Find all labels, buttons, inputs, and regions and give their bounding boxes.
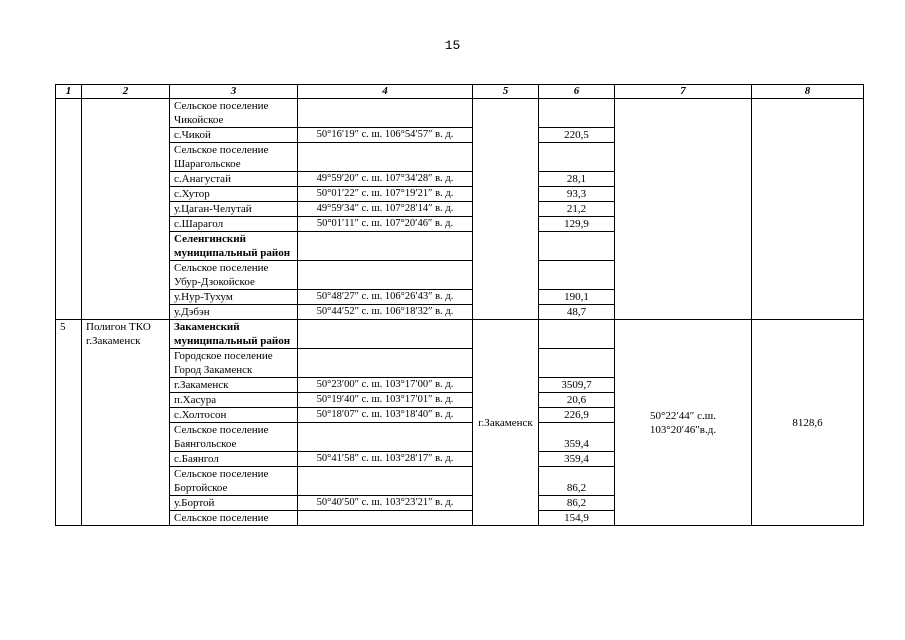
settlement-coord-cell: 50°48′27″ с. ш. 106°26′43″ в. д. <box>298 290 473 305</box>
settlement-coord-cell <box>298 467 473 496</box>
settlement-name-cell: с.Анагустай <box>170 172 298 187</box>
settlement-name-cell: Сельское поселение Баянгольское <box>170 423 298 452</box>
row-number-cell <box>56 99 82 320</box>
settlement-name-cell: Закаменский муниципальный район <box>170 320 298 349</box>
settlement-value-cell: 190,1 <box>539 290 615 305</box>
settlement-name-cell: Сельское поселение <box>170 511 298 526</box>
settlement-name-cell: с.Хутор <box>170 187 298 202</box>
header-cell: 3 <box>170 85 298 99</box>
settlement-coord-cell: 49°59′20″ с. ш. 107°34′28″ в. д. <box>298 172 473 187</box>
object-coords-cell <box>615 99 752 320</box>
settlement-value-cell: 21,2 <box>539 202 615 217</box>
settlement-value-cell: 359,4 <box>539 423 615 452</box>
settlement-coord-cell: 50°41′58″ с. ш. 103°28′17″ в. д. <box>298 452 473 467</box>
settlement-value-cell: 359,4 <box>539 452 615 467</box>
location-cell <box>473 99 539 320</box>
settlement-name-cell: Сельское поселение Шарагольское <box>170 143 298 172</box>
settlement-value-cell: 86,2 <box>539 467 615 496</box>
settlement-name-cell: с.Холтосон <box>170 408 298 423</box>
settlement-name-cell: с.Шарагол <box>170 217 298 232</box>
settlement-name-cell: Селенгинский муниципальный район <box>170 232 298 261</box>
settlement-name-cell: г.Закаменск <box>170 378 298 393</box>
settlement-value-cell <box>539 99 615 128</box>
settlement-name-cell: с.Баянгол <box>170 452 298 467</box>
settlement-value-cell: 48,7 <box>539 305 615 320</box>
settlement-value-cell <box>539 349 615 378</box>
location-cell: г.Закаменск <box>473 320 539 526</box>
settlement-coord-cell <box>298 511 473 526</box>
object-coords-cell: 50°22′44″ с.ш. 103°20′46″в.д. <box>615 320 752 526</box>
header-cell: 6 <box>539 85 615 99</box>
settlement-name-cell: у.Дэбэн <box>170 305 298 320</box>
settlement-coord-cell <box>298 261 473 290</box>
settlement-coord-cell: 50°40′50″ с. ш. 103°23′21″ в. д. <box>298 496 473 511</box>
header-cell: 5 <box>473 85 539 99</box>
settlement-value-cell <box>539 261 615 290</box>
row-number-cell: 5 <box>56 320 82 526</box>
settlement-value-cell: 20,6 <box>539 393 615 408</box>
settlement-value-cell: 154,9 <box>539 511 615 526</box>
settlement-value-cell: 28,1 <box>539 172 615 187</box>
settlement-value-cell <box>539 232 615 261</box>
settlement-coord-cell <box>298 349 473 378</box>
settlement-coord-cell <box>298 143 473 172</box>
settlement-name-cell: у.Цаган-Челутай <box>170 202 298 217</box>
settlement-coord-cell: 50°44′52″ с. ш. 106°18′32″ в. д. <box>298 305 473 320</box>
header-cell: 8 <box>752 85 864 99</box>
settlement-value-cell: 3509,7 <box>539 378 615 393</box>
settlement-value-cell <box>539 320 615 349</box>
settlement-coord-cell <box>298 232 473 261</box>
settlement-name-cell: у.Нур-Тухум <box>170 290 298 305</box>
table-row <box>56 320 864 349</box>
capacity-cell <box>752 99 864 320</box>
settlement-coord-cell: 50°16′19″ с. ш. 106°54′57″ в. д. <box>298 128 473 143</box>
table-row <box>56 99 864 128</box>
settlement-value-cell: 226,9 <box>539 408 615 423</box>
settlement-coord-cell: 50°18′07″ с. ш. 103°18′40″ в. д. <box>298 408 473 423</box>
settlement-coord-cell: 50°01′22″ с. ш. 107°19′21″ в. д. <box>298 187 473 202</box>
settlement-name-cell: п.Хасура <box>170 393 298 408</box>
settlement-value-cell: 220,5 <box>539 128 615 143</box>
header-cell: 2 <box>82 85 170 99</box>
settlement-name-cell: у.Бортой <box>170 496 298 511</box>
settlement-value-cell: 86,2 <box>539 496 615 511</box>
settlement-coord-cell <box>298 99 473 128</box>
settlement-coord-cell: 50°19′40″ с. ш. 103°17′01″ в. д. <box>298 393 473 408</box>
settlement-coord-cell: 50°01′11″ с. ш. 107°20′46″ в. д. <box>298 217 473 232</box>
settlement-name-cell: Сельское поселение Убур-Дзокойское <box>170 261 298 290</box>
settlement-name-cell: Сельское поселение Чикойское <box>170 99 298 128</box>
settlement-coord-cell <box>298 320 473 349</box>
header-cell: 7 <box>615 85 752 99</box>
settlement-name-cell: Городское поселение Город Закаменск <box>170 349 298 378</box>
settlement-coord-cell <box>298 423 473 452</box>
settlement-value-cell: 93,3 <box>539 187 615 202</box>
settlement-value-cell <box>539 143 615 172</box>
header-row <box>56 85 864 99</box>
settlement-name-cell: с.Чикой <box>170 128 298 143</box>
settlement-coord-cell: 49°59′34″ с. ш. 107°28′14″ в. д. <box>298 202 473 217</box>
settlement-name-cell: Сельское поселение Бортойское <box>170 467 298 496</box>
object-cell: Полигон ТКО г.Закаменск <box>82 320 170 526</box>
settlements-table <box>55 84 864 526</box>
object-cell <box>82 99 170 320</box>
page-number: 15 <box>444 38 461 53</box>
header-cell: 4 <box>298 85 473 99</box>
settlement-value-cell: 129,9 <box>539 217 615 232</box>
header-cell: 1 <box>56 85 82 99</box>
capacity-cell: 8128,6 <box>752 320 864 526</box>
settlement-coord-cell: 50°23′00″ с. ш. 103°17′00″ в. д. <box>298 378 473 393</box>
